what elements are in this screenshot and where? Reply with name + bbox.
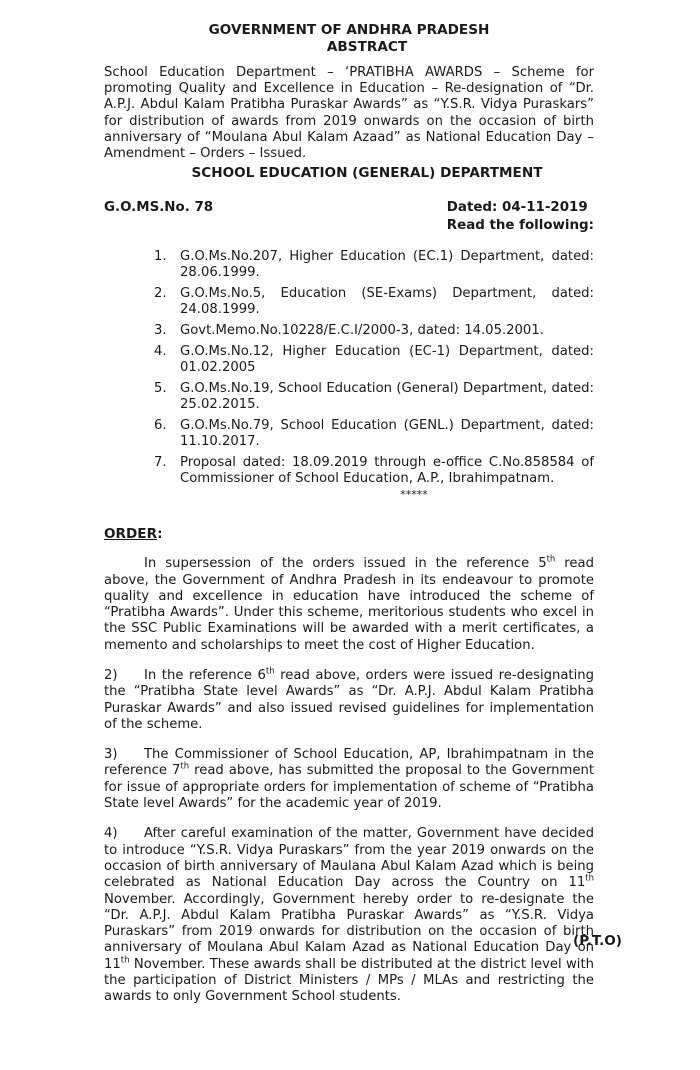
go-date: Dated: 04-11-2019 xyxy=(446,200,588,216)
go-number: G.O.MS.No. 78 xyxy=(104,200,214,216)
reference-number: 5. xyxy=(154,381,167,397)
reference-text: G.O.Ms.No.207, Higher Education (EC.1) Department, dated: 28.06.1999. xyxy=(180,249,594,281)
please-turn-over: (P.T.O) xyxy=(573,933,622,949)
para3-text-b: read above, has submitted the proposal to the Government for issue of appropriate orders for implementation of scheme of “Pratibha State level Awards” for the academic year of 2019. xyxy=(104,763,594,812)
reference-number: 7. xyxy=(154,455,167,471)
reference-item xyxy=(154,286,594,318)
reference-number: 4. xyxy=(154,344,167,360)
reference-text: G.O.Ms.No.5, Education (SE-Exams) Department, dated: 24.08.1999. xyxy=(180,286,594,318)
para2-text-b: read above, orders were issued re-designating the “Pratibha State level Awards” as “Dr. A.P.J. Abdul Kalam Pratibha Puraskar Awards” and also issued revised guidelines for implementation of the scheme. xyxy=(104,668,594,732)
reference-text: G.O.Ms.No.79, School Education (GENL.) Department, dated: 11.10.2017. xyxy=(180,418,594,450)
para2-sup: th xyxy=(265,666,275,677)
para1-text-a: In supersession of the orders issued in the reference 5 xyxy=(144,556,547,572)
para1-sup: th xyxy=(546,554,556,565)
order-heading xyxy=(104,526,594,542)
order-paragraph-3 xyxy=(104,747,594,812)
reference-number: 6. xyxy=(154,418,167,434)
reference-item xyxy=(154,381,594,413)
reference-number: 3. xyxy=(154,323,167,339)
reference-item xyxy=(154,455,594,487)
abstract-text: School Education Department – ‘PRATIBHA AWARDS – Scheme for promoting Quality and Excellence in Education – Re-designation of “Dr. A.P.J. Abdul Kalam Pratibha Puraskar Awards” as “Y.S.R. Vidya Puraskars” for distribution of awards from 2019 onwards on the occasion of birth anniversary of “Moulana Abul Kalam Azaad” as National Education Day – Amendment – Orders – Issued. xyxy=(104,65,594,162)
para4-text-c: November. These awards shall be distributed at the district level with the participation of District Ministers / MPs / MLAs and restricting the awards to only Government School students. xyxy=(104,956,594,1005)
department-heading: SCHOOL EDUCATION (GENERAL) DEPARTMENT xyxy=(191,165,543,182)
para1-text-b: read above, the Government of Andhra Pradesh in its endeavour to promote quality and excellence in education have introduced the scheme of “Pratibha Awards”. Under this scheme, meritorious students who excel in the SSC Public Examinations will be awarded with a merit certificates, a memento and scholarships to meet the cost of Higher Education. xyxy=(104,556,594,653)
order-heading-text: ORDER xyxy=(104,526,158,543)
para4-sup-1: th xyxy=(585,873,594,884)
para4-number: 4) xyxy=(104,826,118,842)
reference-text: G.O.Ms.No.12, Higher Education (EC-1) Department, dated: 01.02.2005 xyxy=(180,344,594,376)
go-row xyxy=(104,199,594,235)
para3-text-a: The Commissioner of School Education, AP, Ibrahimpatnam in the reference 7 xyxy=(104,747,594,779)
read-following: Read the following: xyxy=(446,218,594,234)
order-paragraph-1 xyxy=(104,556,594,654)
reference-item xyxy=(154,418,594,450)
reference-text: G.O.Ms.No.19, School Education (General) Department, dated: 25.02.2015. xyxy=(180,381,594,413)
order-paragraph-4 xyxy=(104,826,594,1005)
para4-sup-2: th xyxy=(120,955,130,966)
para4-text-a: After careful examination of the matter, Government have decided to introduce “Y.S.R. Vidya Puraskars” from the year 2019 onwards on the occasion of birth anniversary of Maulana Abul Kalam Azad which is being celebrated as National Education Day across the Country on 11 xyxy=(104,826,594,891)
reference-item xyxy=(154,249,594,281)
para3-number: 3) xyxy=(104,747,118,763)
date-block xyxy=(447,199,594,235)
reference-list xyxy=(104,249,594,487)
reference-text: Govt.Memo.No.10228/E.C.I/2000-3, dated: 14.05.2001. xyxy=(180,323,544,339)
separator-stars: ***** xyxy=(400,488,428,502)
reference-item xyxy=(154,323,594,339)
reference-text: Proposal dated: 18.09.2019 through e-office C.No.858584 of Commissioner of School Education, A.P., Ibrahimpatnam. xyxy=(180,455,594,487)
reference-number: 1. xyxy=(154,249,167,265)
para2-number: 2) xyxy=(104,668,118,683)
reference-number: 2. xyxy=(154,286,167,302)
government-title: GOVERNMENT OF ANDHRA PRADESH xyxy=(208,22,490,38)
para4-text-b: November. Accordingly, Government hereby order to re-designate the “Dr. A.P.J. Abdul Kalam Pratibha Puraskar Awards” as “Y.S.R. Vidya Puraskars” from 2019 onwards for distribution on the occasion of birth anniversary of Moulana Abul Kalam Azad as National Education Day on 11 xyxy=(104,891,594,972)
order-paragraph-2 xyxy=(104,668,594,733)
abstract-heading: ABSTRACT xyxy=(326,39,408,55)
para2-text-a: In the reference 6 xyxy=(144,668,266,683)
order-heading-colon: : xyxy=(157,526,163,543)
reference-item xyxy=(154,344,594,376)
para3-sup: th xyxy=(180,762,190,773)
